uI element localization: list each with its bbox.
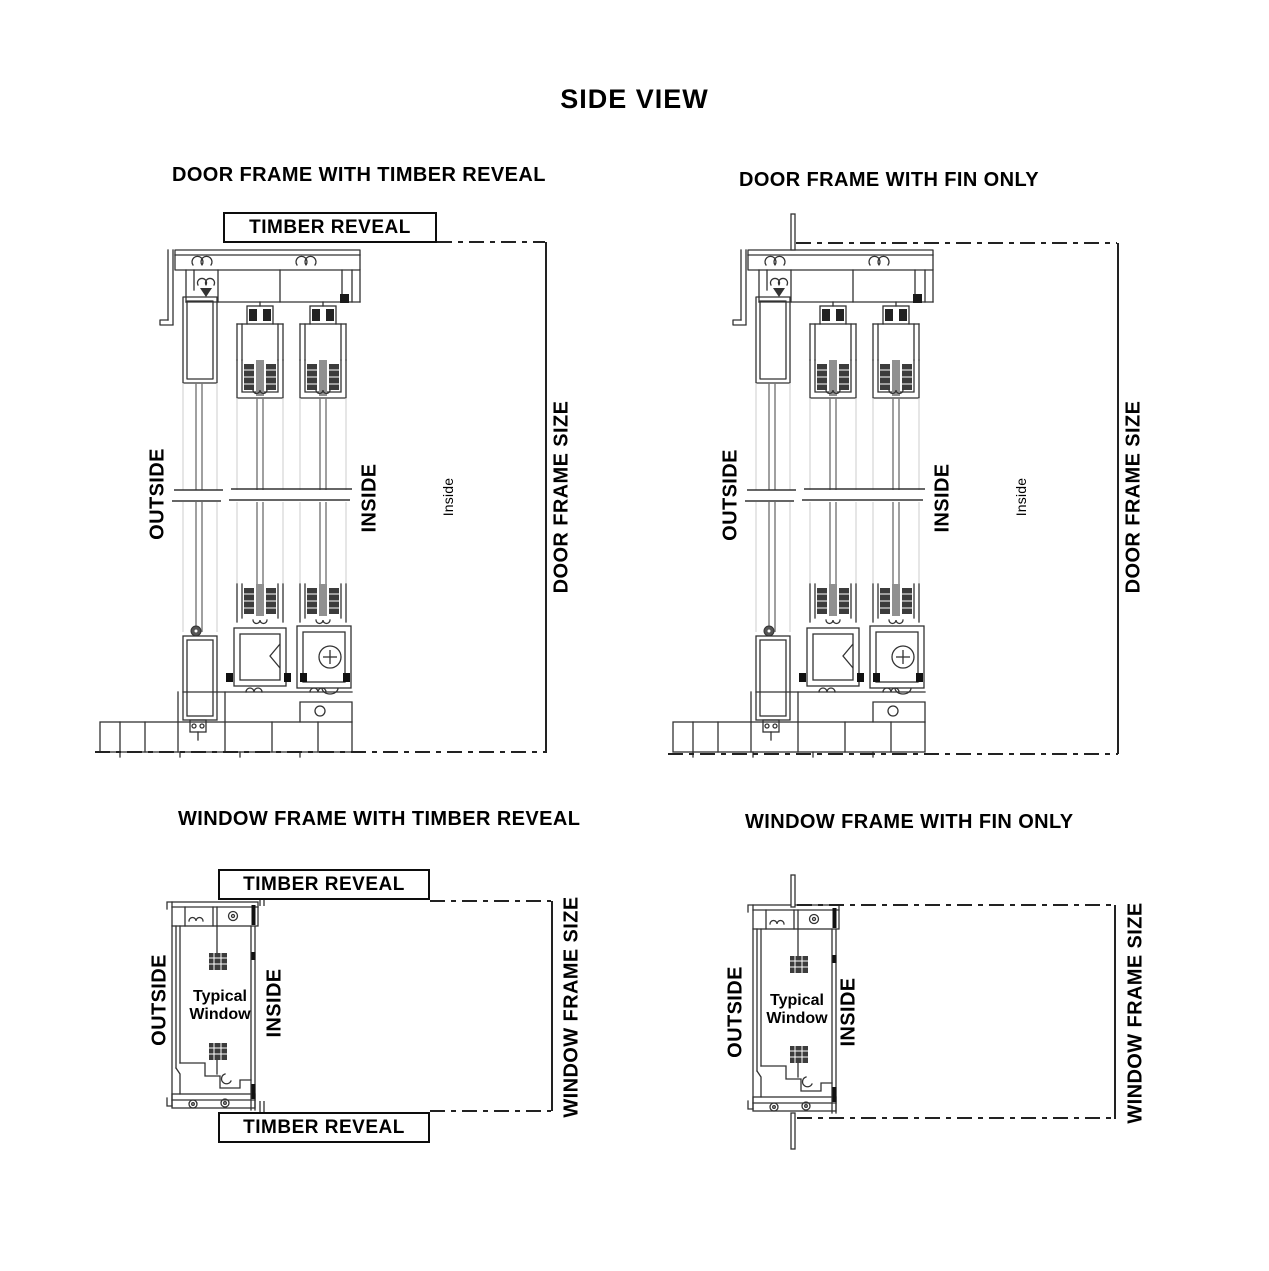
- timber-reveal-callout-bottom: TIMBER REVEAL: [218, 1112, 430, 1143]
- inside-label: INSIDE: [358, 463, 381, 533]
- door-frame-section-drawing: [663, 208, 943, 760]
- typical-window-label: Typical Window: [766, 992, 828, 1027]
- timber-reveal-callout-top: TIMBER REVEAL: [218, 869, 430, 900]
- dimension-dash-top: [437, 241, 545, 243]
- door-frame-size-label: DOOR FRAME SIZE: [1122, 400, 1145, 594]
- dimension-line: [551, 901, 553, 1111]
- outside-label: OUTSIDE: [719, 449, 742, 541]
- dimension-dash-bottom: [95, 751, 547, 753]
- outside-label: OUTSIDE: [724, 966, 747, 1058]
- dimension-line: [1117, 243, 1119, 754]
- typical-window-label: Typical Window: [189, 988, 251, 1023]
- dimension-dash-top: [796, 242, 1117, 244]
- panel-heading: WINDOW FRAME WITH TIMBER REVEAL: [178, 808, 581, 830]
- door-frame-size-label: DOOR FRAME SIZE: [550, 400, 573, 594]
- inside-label: INSIDE: [263, 968, 286, 1038]
- dimension-line: [1114, 905, 1116, 1119]
- inside-annotation: Inside: [1013, 477, 1029, 517]
- timber-reveal-callout: TIMBER REVEAL: [223, 212, 437, 243]
- door-frame-section-drawing: [90, 208, 370, 760]
- inside-annotation: Inside: [440, 477, 456, 517]
- window-frame-size-label: WINDOW FRAME SIZE: [560, 896, 583, 1118]
- window-frame-size-label: WINDOW FRAME SIZE: [1124, 902, 1147, 1124]
- panel-heading: DOOR FRAME WITH TIMBER REVEAL: [172, 164, 546, 186]
- dimension-dash-top: [430, 900, 551, 902]
- outside-label: OUTSIDE: [146, 448, 169, 540]
- dimension-dash-bottom: [797, 1117, 1115, 1119]
- dimension-dash-bottom: [668, 753, 1118, 755]
- panel-heading: DOOR FRAME WITH FIN ONLY: [739, 169, 1039, 191]
- dimension-dash-top: [797, 904, 1115, 906]
- panel-heading: WINDOW FRAME WITH FIN ONLY: [745, 811, 1074, 833]
- inside-label: INSIDE: [931, 463, 954, 533]
- dimension-dash-bottom: [430, 1110, 551, 1112]
- inside-label: INSIDE: [837, 977, 860, 1047]
- page-title: SIDE VIEW: [560, 84, 709, 114]
- dimension-line: [545, 242, 547, 752]
- outside-label: OUTSIDE: [148, 954, 171, 1046]
